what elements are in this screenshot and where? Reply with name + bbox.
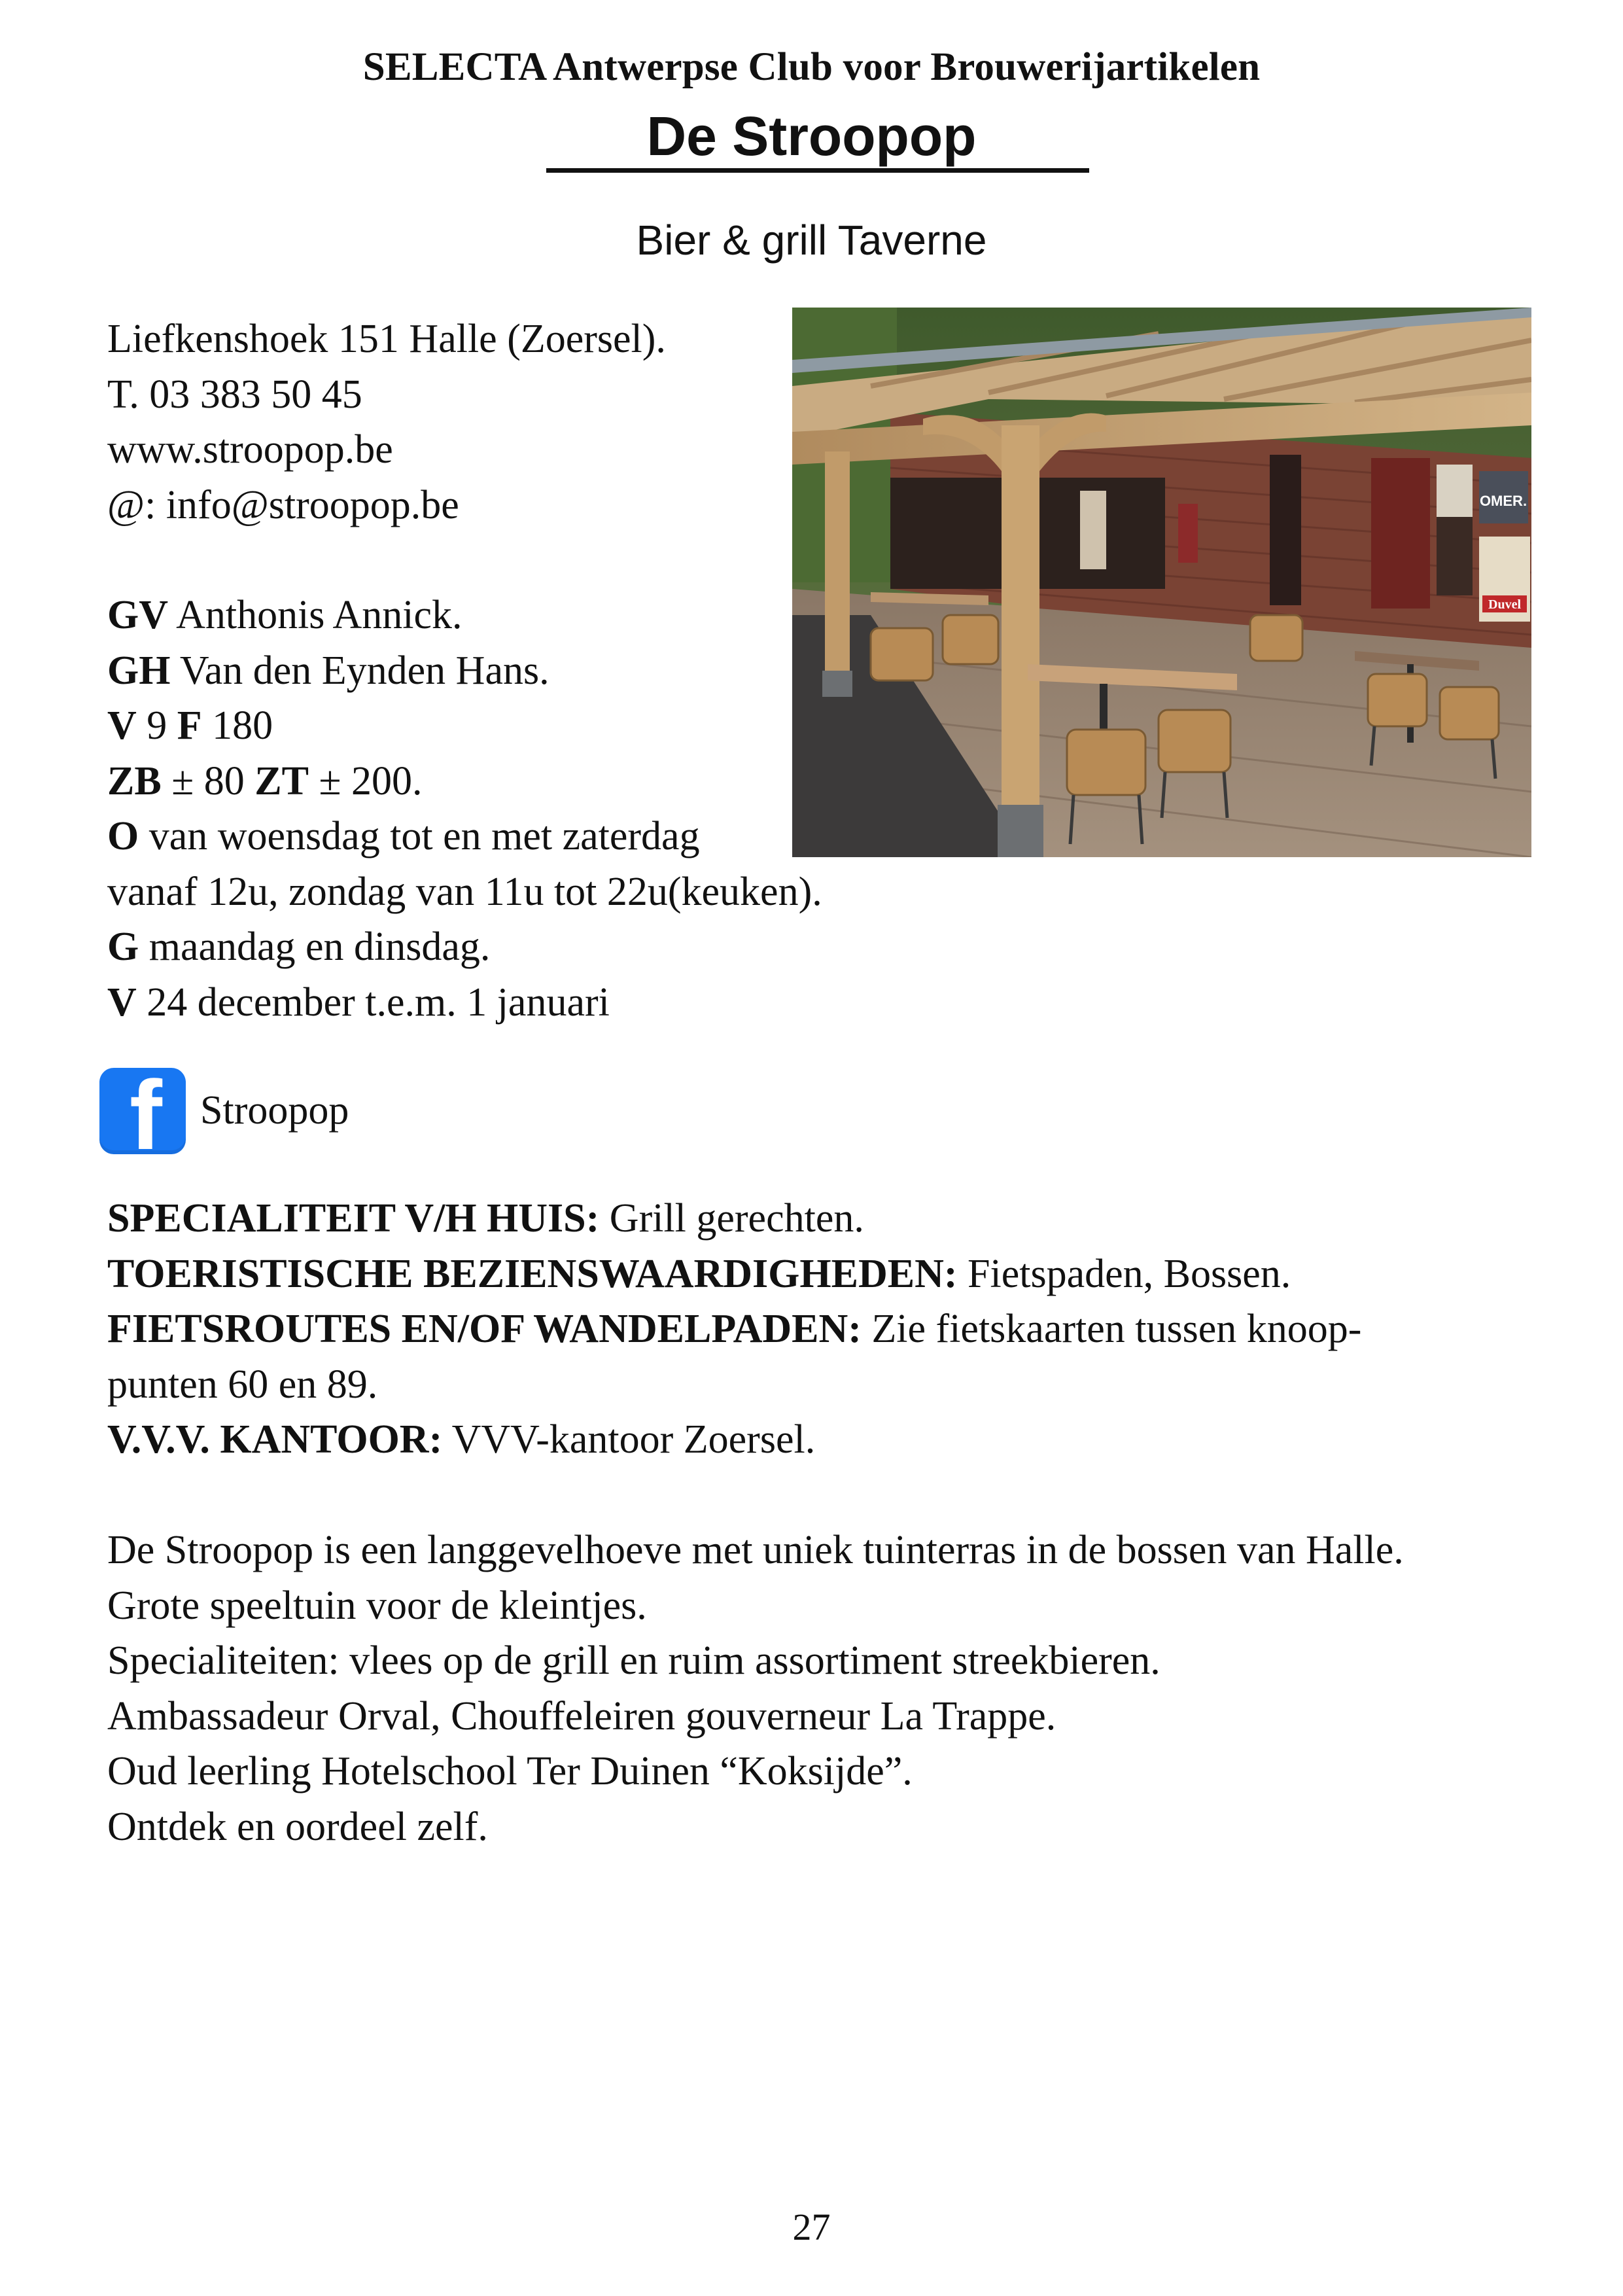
facebook-row[interactable]	[99, 1067, 349, 1155]
detail-specialiteit	[107, 1191, 1546, 1246]
website-link[interactable]: www.stroopop.be	[107, 427, 393, 472]
fact-label: GH	[107, 648, 171, 693]
fact-label: F	[177, 703, 202, 748]
detail-value: Grill gerechten.	[599, 1196, 864, 1241]
fact-value: 9	[136, 703, 177, 748]
description-line: Ambassadeur Orval, Chouffeleiren gouverneur La Trappe.	[107, 1693, 1056, 1739]
terrace-illustration	[792, 308, 1531, 857]
detail-value: Fietspaden, Bossen.	[957, 1251, 1291, 1296]
detail-label: FIETSROUTES EN/OF WANDELPADEN:	[107, 1307, 862, 1351]
detail-label: TOERISTISCHE BEZIENSWAARDIGHEDEN:	[107, 1251, 958, 1296]
fact-value: ± 200.	[308, 758, 423, 804]
fact-value: Van den Eynden Hans.	[170, 648, 550, 693]
description-block	[107, 1523, 1579, 1854]
title-wrap	[0, 103, 1623, 169]
phone: T. 03 383 50 45	[107, 372, 362, 417]
email-link[interactable]: @: info@stroopop.be	[107, 482, 459, 527]
fact-label: ZT	[254, 758, 309, 804]
facebook-icon[interactable]	[99, 1068, 186, 1154]
detail-toeristisch	[107, 1246, 1546, 1302]
detail-fiets-cont: punten 60 en 89.	[107, 1362, 378, 1407]
fact-label: V	[107, 703, 137, 748]
fact-value: maandag en dinsdag.	[139, 925, 491, 969]
club-header: SELECTA Antwerpse Club voor Brouwerijartikelen	[362, 45, 1261, 89]
sign-duvel: Duvel	[1488, 597, 1521, 612]
facebook-label[interactable]: Stroopop	[200, 1088, 349, 1133]
description-line: Ontdek en oordeel zelf.	[107, 1804, 488, 1849]
detail-value: Zie fietskaarten tussen knoop-	[861, 1307, 1362, 1351]
page-number: 27	[792, 2206, 831, 2248]
address: Liefkenshoek 151 Halle (Zoersel).	[107, 317, 666, 361]
fact-label: ZB	[107, 758, 162, 804]
facebook-glyph: f	[130, 1067, 162, 1154]
fact-label: G	[107, 925, 139, 969]
fact-label: V	[107, 980, 137, 1025]
fact-g	[107, 919, 1023, 975]
fact-label: O	[107, 814, 139, 858]
details-block	[107, 1191, 1546, 1468]
description-line: De Stroopop is een langgevelhoeve met uniek tuinterras in de bossen van Halle.	[107, 1528, 1404, 1572]
detail-value: VVV-kantoor Zoersel.	[442, 1417, 816, 1462]
description-line: Oud leerling Hotelschool Ter Duinen “Koksijde”.	[107, 1749, 913, 1793]
subtitle: Bier & grill Taverne	[636, 217, 987, 264]
fact-value: 180	[201, 703, 273, 748]
description-line: Specialiteiten: vlees op de grill en ruim assortiment streekbieren.	[107, 1638, 1161, 1683]
fact-vacation	[107, 975, 1023, 1031]
title-underline	[546, 168, 1089, 173]
fact-value: Anthonis Annick.	[168, 593, 462, 637]
fact-value: van woensdag tot en met zaterdag	[139, 814, 700, 858]
fact-value: ± 80	[161, 758, 255, 804]
page-title: De Stroopop	[646, 105, 977, 167]
fact-o-cont: vanaf 12u, zondag van 11u tot 22u(keuken).	[107, 869, 822, 914]
detail-vvv	[107, 1412, 1546, 1468]
terrace-photo	[792, 308, 1531, 857]
fact-label: GV	[107, 593, 168, 637]
detail-label: V.V.V. KANTOOR:	[107, 1417, 443, 1462]
detail-label: SPECIALITEIT V/H HUIS:	[107, 1196, 600, 1241]
description-line: Grote speeltuin voor de kleintjes.	[107, 1583, 647, 1628]
sign-omer: OMER.	[1479, 493, 1527, 509]
fact-value: 24 december t.e.m. 1 januari	[136, 980, 610, 1025]
detail-fiets	[107, 1301, 1546, 1357]
